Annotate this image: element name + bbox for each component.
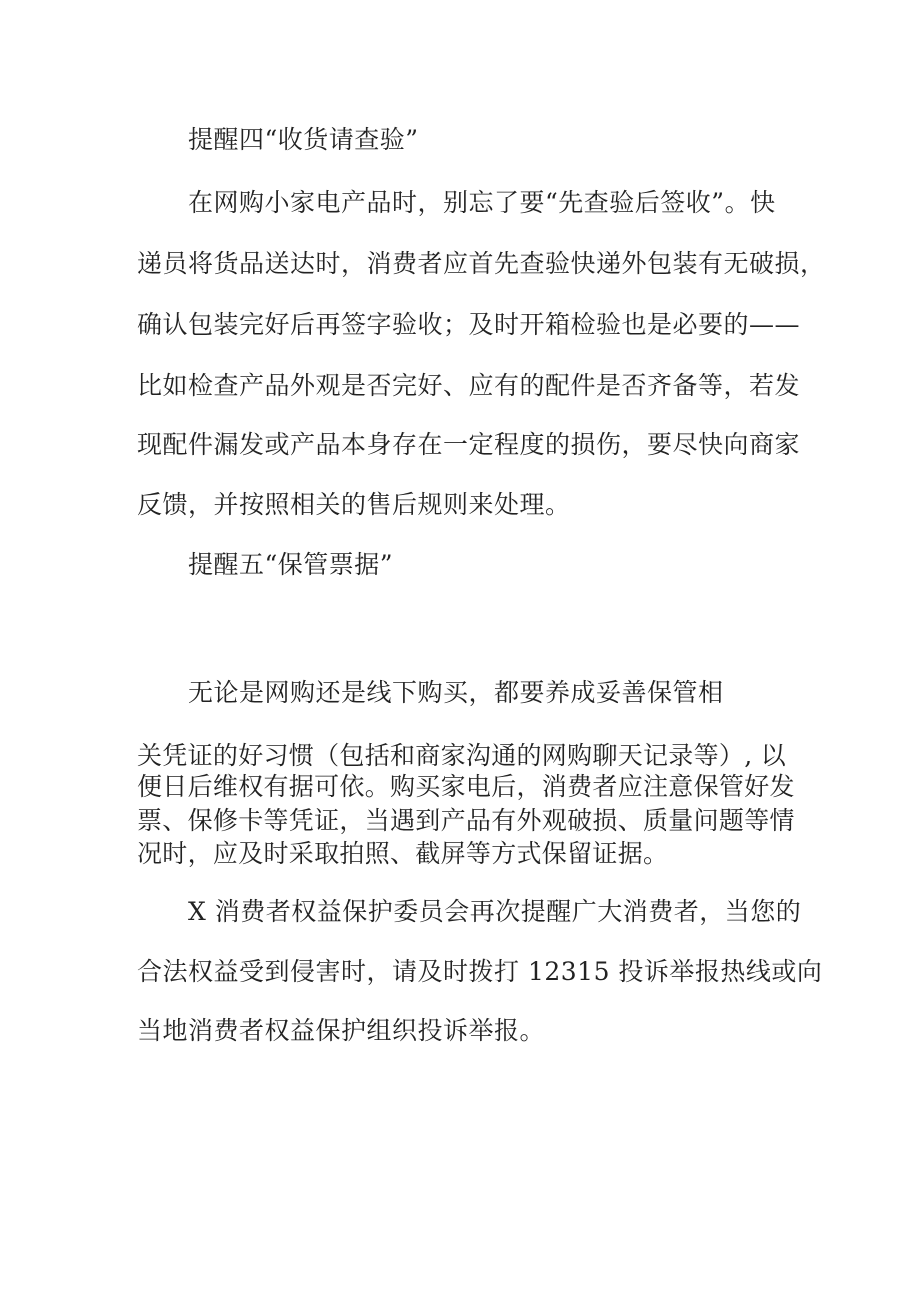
paragraph-line: 关凭证的好习惯（包括和商家沟通的网购聊天记录等）, 以	[137, 741, 786, 770]
section-heading-5: 提醒五“保管票据”	[188, 550, 394, 579]
paragraph-line: 确认包装完好后再签字验收；及时开箱检验也是必要的——	[137, 310, 801, 339]
paragraph-line: 无论是网购还是线下购买，都要养成妥善保管相	[188, 678, 724, 707]
paragraph-line: 票、保修卡等凭证，当遇到产品有外观破损、质量问题等情	[137, 806, 795, 835]
paragraph-line: 当地消费者权益保护组织投诉举报。	[137, 1016, 546, 1045]
paragraph-line: 在网购小家电产品时，别忘了要“先查验后签收”。快	[188, 188, 776, 217]
paragraph-line: 比如检查产品外观是否完好、应有的配件是否齐备等，若发	[137, 371, 801, 400]
section-heading-4: 提醒四“收货请查验”	[188, 125, 419, 154]
paragraph-line: 便日后维权有据可依。购买家电后，消费者应注意保管好发	[137, 772, 795, 801]
paragraph-line: 现配件漏发或产品本身存在一定程度的损伤，要尽快向商家	[137, 430, 801, 459]
paragraph-line: 递员将货品送达时，消费者应首先查验快递外包装有无破损，	[137, 249, 826, 278]
paragraph-line: 合法权益受到侵害时，请及时拨打 12315 投诉举报热线或向	[137, 957, 823, 986]
paragraph-line: 况时，应及时采取拍照、截屏等方式保留证据。	[137, 839, 669, 868]
paragraph-line: 反馈，并按照相关的售后规则来处理。	[137, 490, 571, 519]
paragraph-line: X 消费者权益保护委员会再次提醒广大消费者，当您的	[188, 897, 802, 926]
